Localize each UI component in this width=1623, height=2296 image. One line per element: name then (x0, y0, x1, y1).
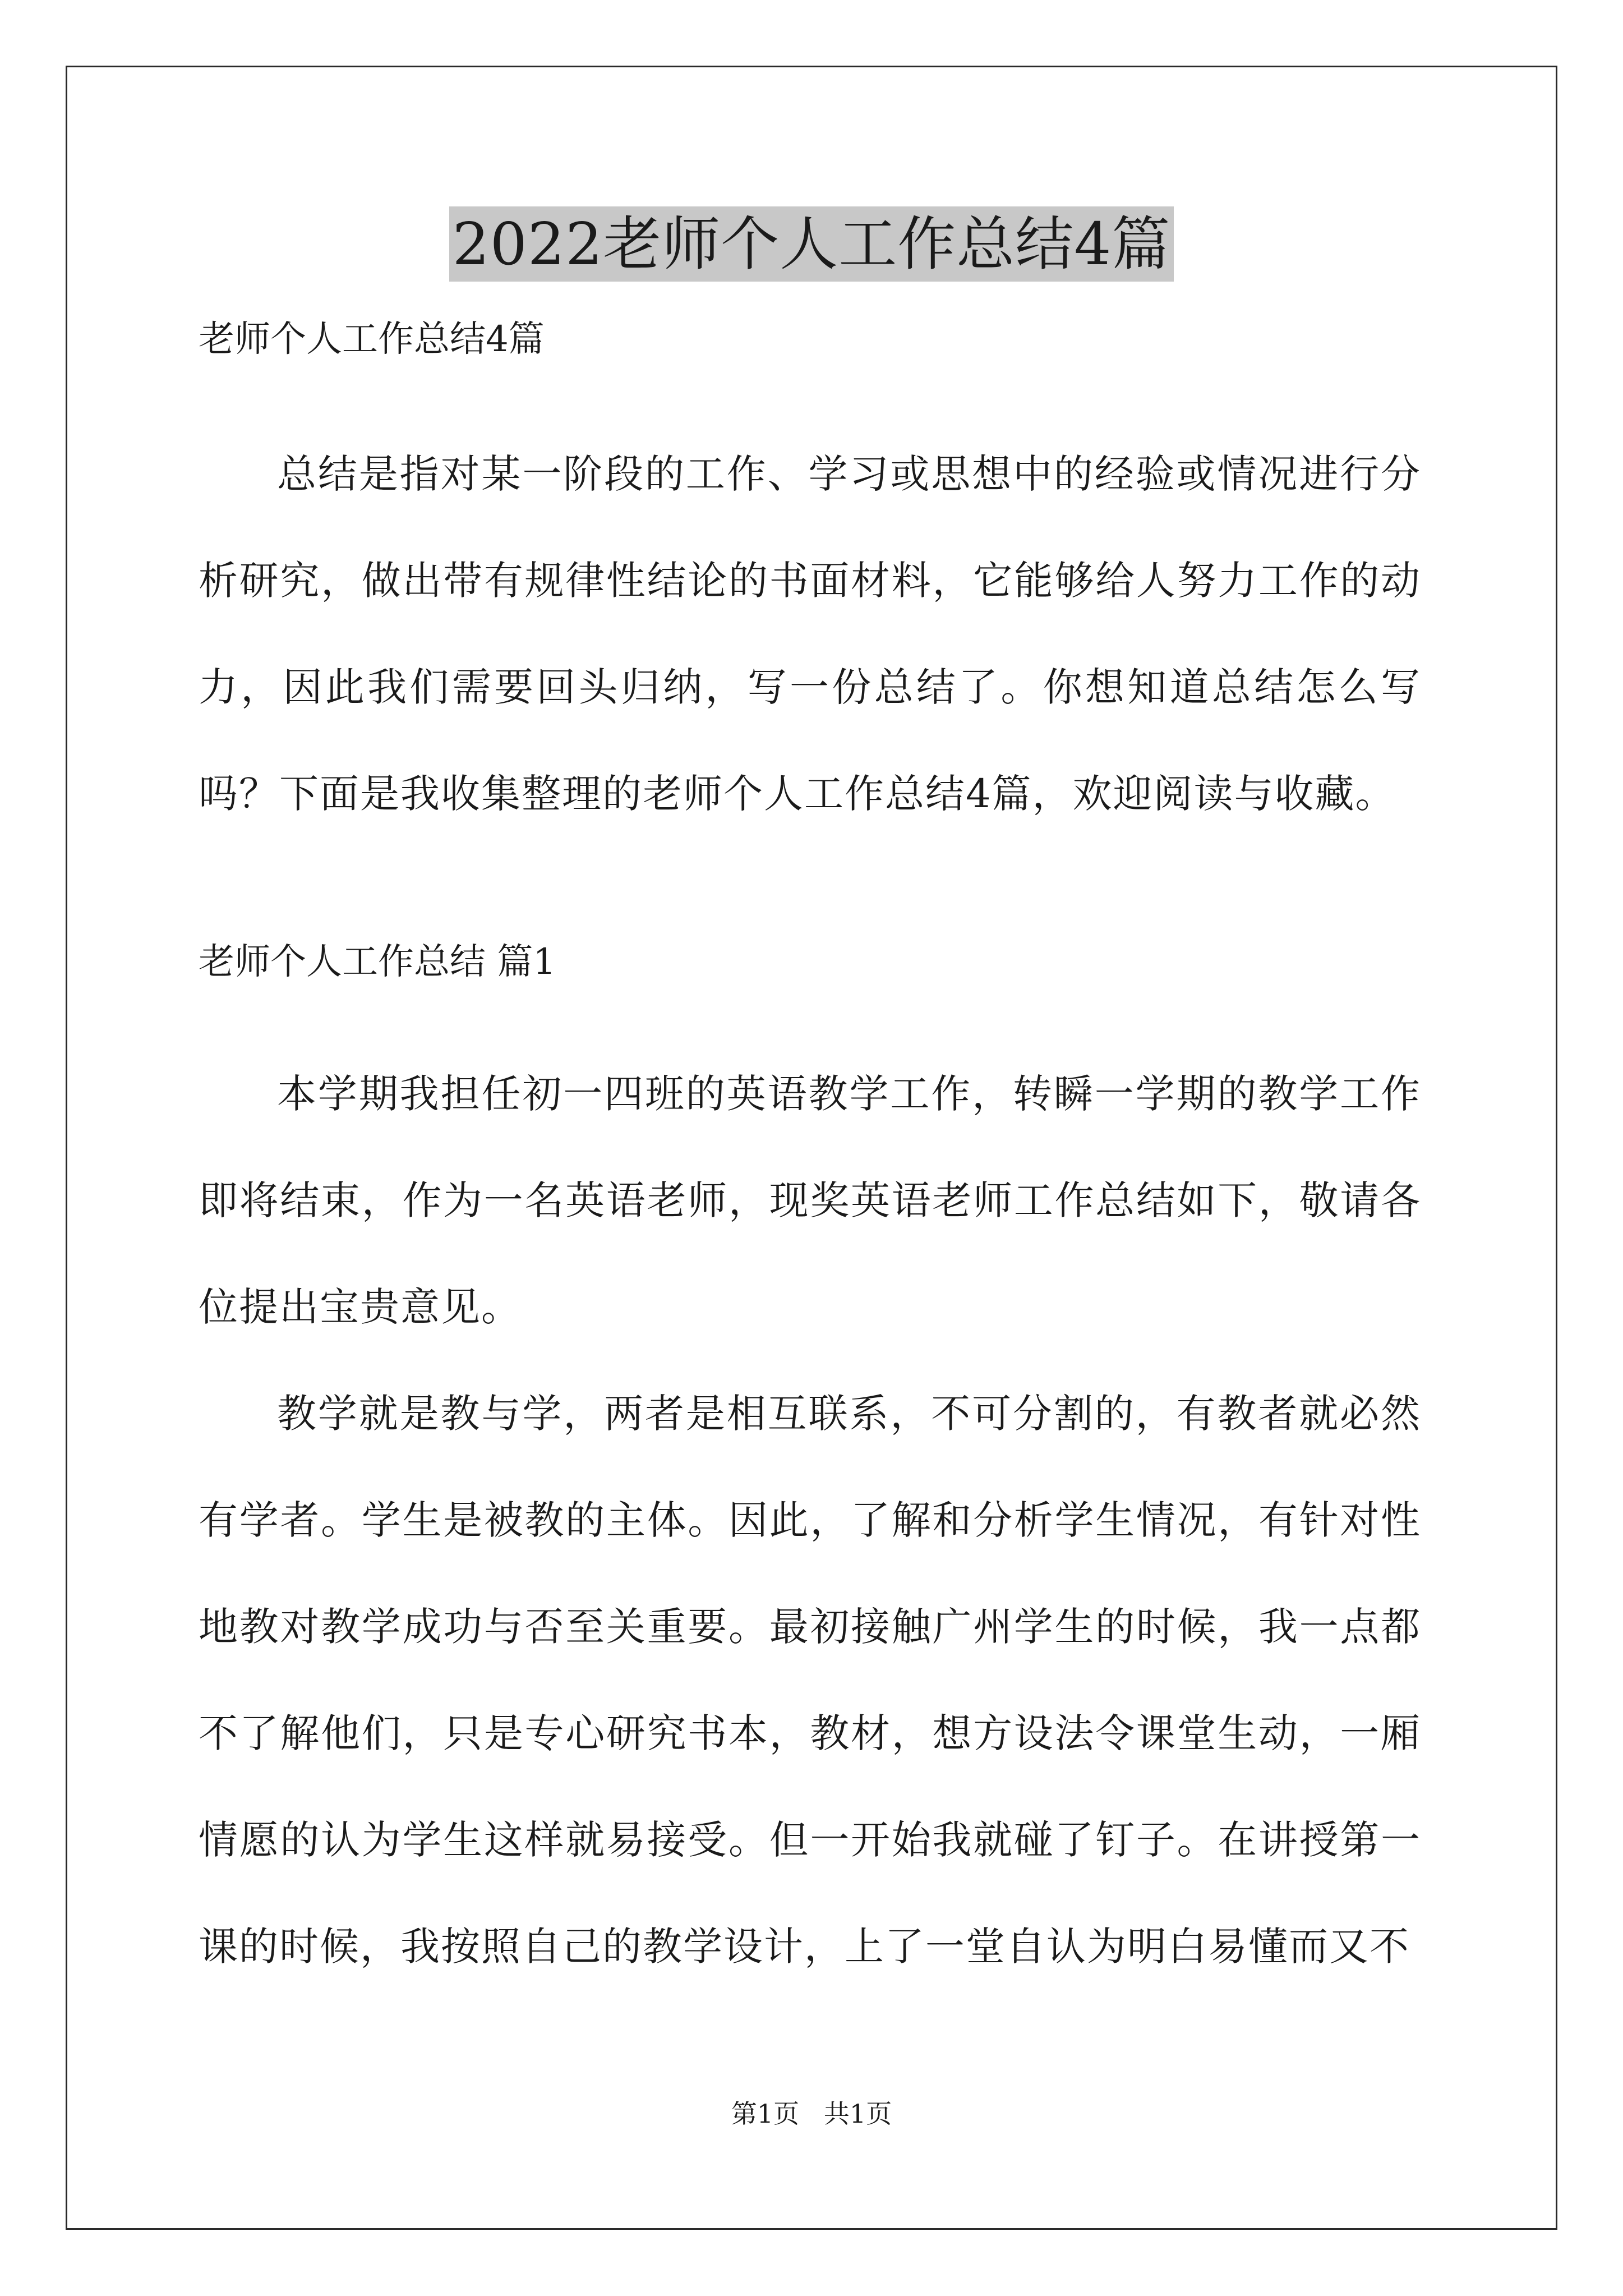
intro-paragraph: 总结是指对某一阶段的工作、学习或思想中的经验或情况进行分析研究，做出带有规律性结论的书面材料，它能够给人努力工作的动力，因此我们需要回头归纳，写一份总结了。你想知道总结怎么写吗？下面是我收集整理的老师个人工作总结4篇，欢迎阅读与收藏。 (199, 451, 1421, 817)
document-title: 2022老师个人工作总结4篇 (449, 206, 1174, 282)
section-heading: 老师个人工作总结 篇1 (199, 941, 556, 983)
section-paragraph: 本学期我担任初一四班的英语教学工作，转瞬一学期的教学工作即将结束，作为一名英语老师，现奖英语老师工作总结如下，敬请各位提出宝贵意见。 (199, 1071, 1421, 1330)
title-block (0, 206, 1623, 282)
section-paragraph: 教学就是教与学，两者是相互联系，不可分割的，有教者就必然有学者。学生是被教的主体。因此，了解和分析学生情况，有针对性地教对教学成功与否至关重要。最初接触广州学生的时候，我一点都不了解他们，只是专心研究书本，教材，想方设法令课堂生动，一厢情愿的认为学生这样就易接受。但一开始我就碰了钉子。在讲授第一课的时候，我按照自己的教学设计，上了一堂自认为明白易懂而又不 (199, 1391, 1421, 1970)
document-heading: 老师个人工作总结4篇 (199, 319, 545, 360)
page-number: 第1页 共1页 (731, 2099, 892, 2129)
document-body (199, 314, 1421, 2000)
